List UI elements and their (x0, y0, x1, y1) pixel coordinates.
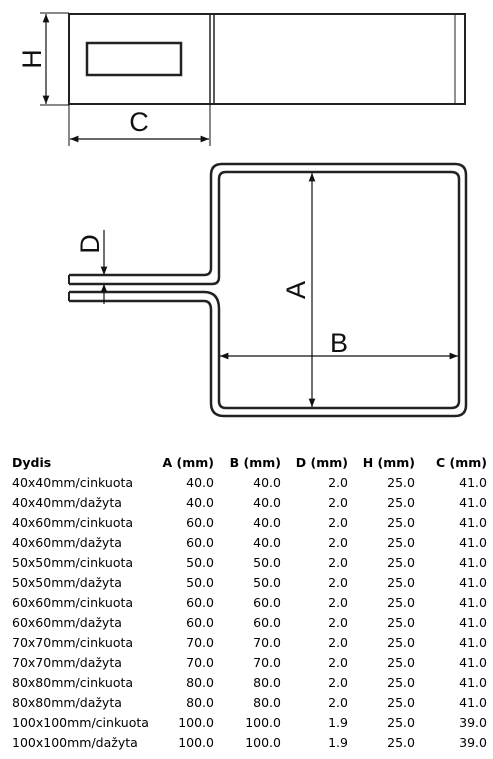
dimension-label-h: H (17, 49, 47, 69)
dimension-label-b: B (329, 328, 349, 358)
cell-size: 80x80mm/dažyta (12, 694, 122, 710)
cell-d: 2.0 (328, 534, 348, 550)
dimension-label-c: C (129, 107, 149, 137)
cell-size: 50x50mm/cinkuota (12, 554, 134, 570)
cell-h: 25.0 (387, 694, 415, 710)
side-view-slot (87, 43, 181, 75)
cell-c: 41.0 (459, 654, 487, 670)
cell-h: 25.0 (387, 614, 415, 630)
cell-d: 2.0 (328, 694, 348, 710)
table-row (12, 672, 487, 692)
column-header-a: A (mm) (162, 454, 214, 470)
table-row (12, 692, 487, 712)
cell-a: 40.0 (186, 474, 214, 490)
table-row (12, 612, 487, 632)
cell-size: 40x40mm/cinkuota (12, 474, 134, 490)
cell-c: 41.0 (459, 594, 487, 610)
cell-c: 41.0 (459, 494, 487, 510)
cell-h: 25.0 (387, 574, 415, 590)
cell-d: 2.0 (328, 494, 348, 510)
cell-a: 70.0 (186, 654, 214, 670)
table-row (12, 632, 487, 652)
cell-d: 2.0 (328, 554, 348, 570)
cell-size: 80x80mm/cinkuota (12, 674, 134, 690)
side-view-outline (69, 14, 465, 104)
cell-d: 2.0 (328, 674, 348, 690)
cell-a: 60.0 (186, 614, 214, 630)
cell-d: 1.9 (328, 734, 348, 750)
cell-a: 40.0 (186, 494, 214, 510)
cell-size: 50x50mm/dažyta (12, 574, 122, 590)
cell-a: 80.0 (186, 674, 214, 690)
cell-d: 2.0 (328, 514, 348, 530)
cell-size: 40x40mm/dažyta (12, 494, 122, 510)
cell-b: 60.0 (253, 614, 281, 630)
plan-view-inner-outline (69, 172, 459, 408)
table-row (12, 472, 487, 492)
cell-a: 50.0 (186, 554, 214, 570)
cell-c: 39.0 (459, 714, 487, 730)
column-header-b: B (mm) (229, 454, 281, 470)
cell-d: 2.0 (328, 634, 348, 650)
cell-b: 50.0 (253, 554, 281, 570)
cell-a: 60.0 (186, 534, 214, 550)
table-row (12, 532, 487, 552)
table-row (12, 572, 487, 592)
cell-a: 60.0 (186, 514, 214, 530)
column-header-d: D (mm) (295, 454, 348, 470)
cell-b: 60.0 (253, 594, 281, 610)
cell-b: 80.0 (253, 674, 281, 690)
cell-a: 100.0 (178, 734, 214, 750)
table-row (12, 552, 487, 572)
cell-d: 2.0 (328, 614, 348, 630)
size-table (12, 452, 487, 752)
cell-d: 2.0 (328, 594, 348, 610)
cell-b: 40.0 (253, 514, 281, 530)
cell-d: 2.0 (328, 654, 348, 670)
cell-d: 2.0 (328, 474, 348, 490)
cell-b: 80.0 (253, 694, 281, 710)
cell-h: 25.0 (387, 594, 415, 610)
dimension-label-d: D (75, 234, 105, 254)
cell-a: 60.0 (186, 594, 214, 610)
side-view (69, 14, 465, 104)
cell-b: 70.0 (253, 654, 281, 670)
cell-size: 100x100mm/dažyta (12, 734, 138, 750)
cell-h: 25.0 (387, 494, 415, 510)
cell-b: 70.0 (253, 634, 281, 650)
cell-b: 40.0 (253, 474, 281, 490)
cell-size: 60x60mm/cinkuota (12, 594, 134, 610)
table-row (12, 592, 487, 612)
cell-size: 40x60mm/dažyta (12, 534, 122, 550)
table-row (12, 512, 487, 532)
table-row (12, 732, 487, 752)
cell-c: 41.0 (459, 674, 487, 690)
cell-c: 41.0 (459, 634, 487, 650)
cell-h: 25.0 (387, 634, 415, 650)
cell-b: 100.0 (245, 714, 281, 730)
column-header-h: H (mm) (362, 454, 415, 470)
cell-b: 40.0 (253, 534, 281, 550)
table-row (12, 712, 487, 732)
cell-c: 41.0 (459, 694, 487, 710)
cell-d: 2.0 (328, 574, 348, 590)
cell-d: 1.9 (328, 714, 348, 730)
cell-size: 70x70mm/dažyta (12, 654, 122, 670)
cell-size: 70x70mm/cinkuota (12, 634, 134, 650)
cell-b: 50.0 (253, 574, 281, 590)
cell-h: 25.0 (387, 734, 415, 750)
column-header-size: Dydis (12, 454, 52, 470)
cell-h: 25.0 (387, 714, 415, 730)
plan-view-outer-outline (69, 164, 466, 416)
cell-a: 100.0 (178, 714, 214, 730)
cell-c: 41.0 (459, 474, 487, 490)
cell-c: 41.0 (459, 534, 487, 550)
cell-h: 25.0 (387, 534, 415, 550)
cell-c: 41.0 (459, 554, 487, 570)
cell-c: 41.0 (459, 514, 487, 530)
cell-size: 40x60mm/cinkuota (12, 514, 134, 530)
cell-b: 100.0 (245, 734, 281, 750)
cell-size: 60x60mm/dažyta (12, 614, 122, 630)
cell-a: 80.0 (186, 694, 214, 710)
table-header-row (12, 452, 487, 472)
cell-h: 25.0 (387, 674, 415, 690)
cell-h: 25.0 (387, 554, 415, 570)
cell-h: 25.0 (387, 514, 415, 530)
column-header-c: C (mm) (435, 454, 487, 470)
cell-c: 39.0 (459, 734, 487, 750)
plan-view (69, 164, 466, 416)
cell-c: 41.0 (459, 614, 487, 630)
cell-c: 41.0 (459, 574, 487, 590)
cell-size: 100x100mm/cinkuota (12, 714, 149, 730)
cell-h: 25.0 (387, 474, 415, 490)
cell-a: 50.0 (186, 574, 214, 590)
cell-b: 40.0 (253, 494, 281, 510)
dimension-label-a: A (281, 280, 311, 300)
table-row (12, 652, 487, 672)
cell-a: 70.0 (186, 634, 214, 650)
table-row (12, 492, 487, 512)
cell-h: 25.0 (387, 654, 415, 670)
